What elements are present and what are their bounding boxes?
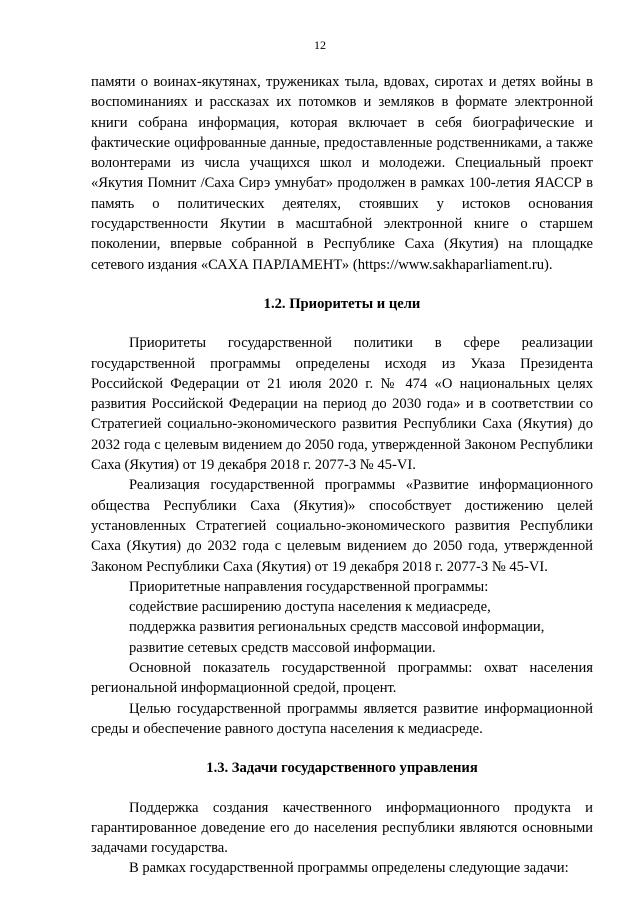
- list-item-direction-1: содействие расширению доступа населения к медиасреде,: [129, 599, 491, 616]
- paragraph-tasks-intro: В рамках государственной программы определены следующие задачи:: [129, 860, 569, 877]
- paragraph-priorities: Приоритеты государственной политики в сфере реализации государственной программы определены исходя из Указа Президента Российской Федерации от 21 июля 2020 г. № 474 «О национальных целях развития Российской Федерации на период до 2030 года» и в соответствии со Стратегией социально-экономического развития Республики Саха (Якутия) до 2032 года с целевым видением до 2050 года, утвержденной Законом Республики Саха (Якутия) от 19 декабря 2018 г. 2077-З № 45-VI.: [91, 335, 593, 474]
- paragraph-main-indicator: Основной показатель государственной программы: охват населения региональной информационной средой, процент.: [91, 660, 593, 697]
- list-item-direction-3: развитие сетевых средств массовой информации.: [129, 639, 436, 656]
- paragraph-implementation: Реализация государственной программы «Развитие информационного общества Республики Саха (Якутия)» способствует достижению целей установленных Стратегией социально-экономического развития Республики Саха (Якутия) до 2032 года с целевым видением до 2050 года, утвержденной Законом Республики Саха (Якутия) от 19 декабря 2018 г. 2077-З № 45-VI.: [91, 477, 593, 575]
- page-number: 12: [314, 38, 326, 52]
- intro-paragraph: памяти о воинах-якутянах, тружениках тыла, вдовах, сиротах и детях войны в воспоминаниях и рассказах их потомков и земляков в формате электронной книги собрана информация, которая включает в себя биографические и фактические оцифрованные данные, предоставленные родственниками, а также волонтерами из числа учащихся школ и молодежи. Специальный проект «Якутия Помнит /Саха Сирэ умнубат» продолжен в рамках 100-летия ЯАССР в память о политических деятелях, стоявших у истоков основания государственности Якутии в масштабной электронной книге о старшем поколении, впервые собранной в Республике Саха (Якутия) на площадке сетевого издания «САХА ПАРЛАМЕНТ» (https://www.sakhaparliament.ru).: [91, 74, 593, 273]
- document-body: [91, 72, 593, 879]
- paragraph-directions-intro: Приоритетные направления государственной программы:: [129, 578, 489, 595]
- paragraph-support: Поддержка создания качественного информационного продукта и гарантированное доведение его до населения республики являются основными задачами государства.: [91, 799, 593, 857]
- paragraph-goal: Целью государственной программы является развитие информационной среды и обеспечение равного доступа населения к медиасреде.: [91, 700, 593, 737]
- section-heading-tasks: 1.3. Задачи государственного управления: [206, 760, 478, 777]
- section-heading-priorities: 1.2. Приоритеты и цели: [263, 295, 421, 312]
- list-item-direction-2: поддержка развития региональных средств массовой информации,: [129, 619, 545, 636]
